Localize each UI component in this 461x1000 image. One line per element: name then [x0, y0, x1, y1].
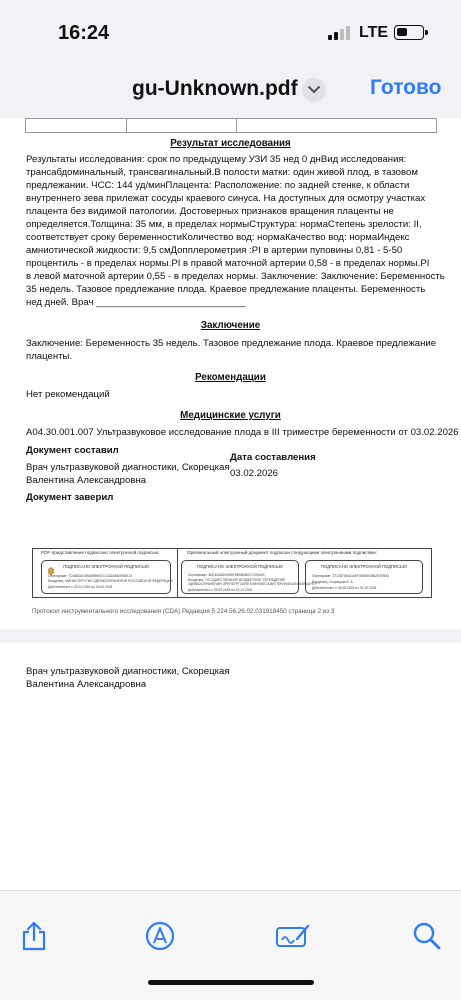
- signal-icon: [328, 26, 350, 40]
- result-line: амниотической жидкости: 9,5 смДопплерометрия :PI в артерии пуповины 0,81 - 5-50: [26, 245, 403, 256]
- stamp-line: Действителен: с 02.04.2025 по 26.06.2026: [48, 585, 113, 589]
- result-line: предлежании. ЧСС: 144 уд/минПлацента: Расположение: по задней стенке, к области: [26, 180, 410, 191]
- stamp-title: ПОДПИСАНО ЭЛЕКТРОННОЙ ПОДПИСЬЮ: [62, 564, 150, 569]
- chevron-down-icon[interactable]: [302, 78, 326, 102]
- stamp-line: Действителен: с 29.09.2025 по 22.12.2026: [188, 588, 253, 592]
- composed-label: Документ составил: [26, 445, 119, 456]
- pdf-page-2: [0, 643, 461, 890]
- result-line: определяется.Толщина: 35 мм, в пределах нормыСтруктура: нормаСтепень зрелости: II,: [26, 219, 422, 230]
- stamp-line: Сертификат: 5BC63A8D90D6F8E8D6B017C6541B: [188, 573, 265, 577]
- document-title[interactable]: gu-Unknown.pdf: [132, 77, 298, 100]
- network-label: LTE: [359, 24, 389, 41]
- result-line: процентиль - в пределах нормы.PI в правой маточной артерии 0,58 - в пределах нормы.PI: [26, 258, 430, 269]
- recommendations-text: Нет рекомендаций: [26, 389, 110, 400]
- result-line: 35 недель. Тазовое предлежание плода. Краевое предлежание плаценты. Беременность: [26, 284, 426, 295]
- composed-by-line: Врач ультразвуковой диагностики, Скорецкая: [26, 462, 230, 473]
- stamp-title: ПОДПИСАНО ЭЛЕКТРОННОЙ ПОДПИСЬЮ: [320, 564, 408, 569]
- status-bar: [0, 0, 461, 62]
- status-time: 16:24: [58, 22, 110, 44]
- home-indicator[interactable]: [148, 980, 314, 985]
- conclusion-heading: Заключение: [200, 320, 261, 331]
- result-line: внутреннего зева прилежат сосуды краевого синуса. На доступных для осмотру участках: [26, 193, 426, 204]
- result-line: соответствует сроку беременностиКоличество вод: нормаКачество вод: нормаИндекс: [26, 232, 410, 243]
- stamp-line: Сертификат: 3712B7DB4DA6F78BB9D5B2E3FB0A: [312, 574, 390, 578]
- result-line: нед дней. Врач ____________________________: [26, 297, 246, 308]
- stamp-line: Владелец: Скорецкая В. А.: [312, 580, 354, 584]
- conclusion-line: плаценты.: [26, 351, 73, 362]
- signature-stamp: [41, 560, 171, 594]
- signature-left-heading: PDF-представление подписано электронной подписью:: [41, 550, 160, 555]
- conclusion-line: Заключение: Беременность 35 недель. Тазовое предлежание плода. Краевое предлежание: [26, 338, 437, 349]
- signature-right-heading: Оригинальный электронный документ подписан следующими электронными подписями:: [187, 550, 378, 555]
- page-footer: Протокол инструментального исследования (CDA) Редакция 5 224.56.26.02.031918450 страница 2 из 3: [32, 608, 335, 615]
- date-value: 03.02.2026: [230, 468, 279, 479]
- stamp-line: Действителен: с 06.08.2025 по 30.10.2026: [312, 586, 377, 590]
- signature-block: [32, 548, 432, 598]
- search-icon[interactable]: [412, 921, 442, 951]
- certified-label: Документ заверил: [26, 492, 114, 503]
- signature-stamp: [181, 560, 318, 594]
- stamp-line: Владелец: ГОСУДАРСТВЕННОЕ БЮДЖЕТНОЕ УЧРЕЖДЕНИЕ: [188, 578, 286, 582]
- page2-line: Валентина Александровна: [26, 679, 147, 690]
- result-heading: Результат исследования: [170, 138, 291, 149]
- stamp-line: ЗДРАВООХРАНЕНИЯ ОРЕНБУРГСКИЙ КЛИНИЧЕСКИЙ ПЕРИНАТАЛЬНЫЙ ЦЕНТР: [188, 582, 318, 586]
- stamp-line: Владелец: МИНИСТЕРСТВО ЗДРАВООХРАНЕНИЯ РОССИЙСКОЙ ФЕДЕРАЦИИ: [48, 579, 173, 583]
- battery-icon: [394, 25, 424, 40]
- done-button[interactable]: Готово: [370, 76, 442, 99]
- recommendations-heading: Рекомендации: [195, 372, 266, 383]
- pdf-page-1: [0, 118, 461, 629]
- composed-by-line: Валентина Александровна: [26, 475, 147, 486]
- date-label: Дата составления: [230, 452, 316, 463]
- stamp-line: Сертификат: 7D4882AC9B34B96EDC4162A692E65E14: [48, 574, 132, 578]
- services-text: A04.30.001.007 Ультразвуковое исследование плода в III триместре беременности от 03.02.2026: [26, 427, 459, 438]
- stamp-title: ПОДПИСАНО ЭЛЕКТРОННОЙ ПОДПИСЬЮ: [196, 564, 284, 569]
- result-line: Результаты исследования: срок по предыдущему УЗИ 35 нед 0 днВид исследования:: [26, 154, 407, 165]
- signature-stamp: [305, 560, 423, 594]
- markup-icon[interactable]: [145, 921, 175, 951]
- result-line: трансабдоминальный, трансвагинальный.В полости матки: один живой плод, в тазовом: [26, 167, 418, 178]
- share-icon[interactable]: [20, 921, 50, 951]
- result-line: плацента без видимой патологии. Достоверных признаков вращения плаценты не: [26, 206, 394, 217]
- nav-bar: [0, 62, 461, 114]
- signature-icon[interactable]: [275, 921, 311, 951]
- page2-line: Врач ультразвуковой диагностики, Скорецкая: [26, 666, 230, 677]
- result-line: в левой маточной артерии 0,55 - в пределах нормы. Заключение: Заключение: Беременность: [26, 271, 445, 282]
- services-heading: Медицинские услуги: [180, 410, 281, 421]
